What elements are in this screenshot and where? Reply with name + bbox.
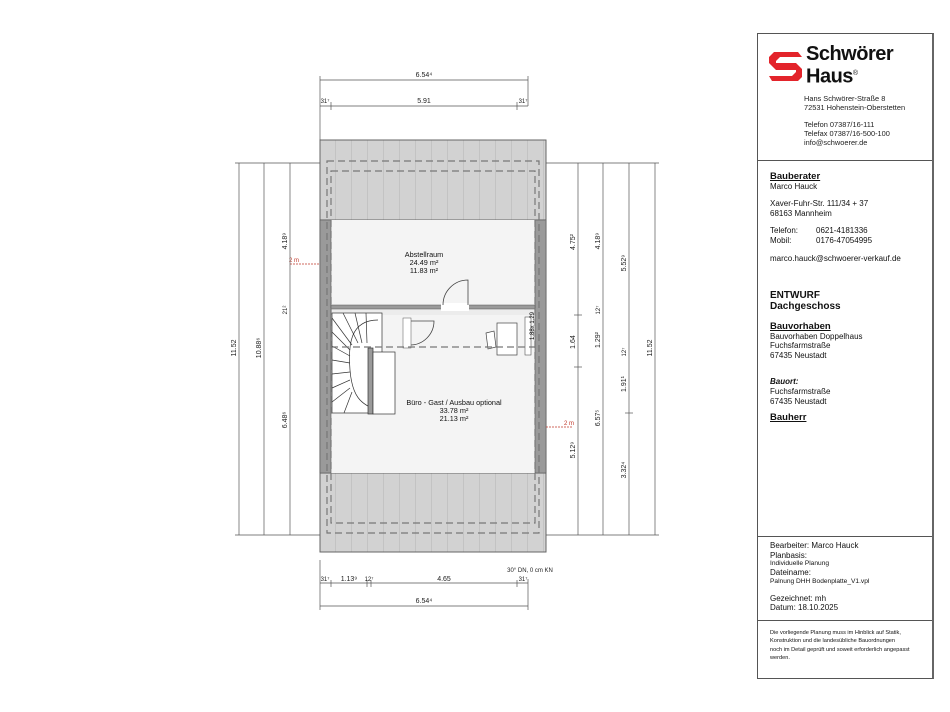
chair xyxy=(486,331,496,349)
svg-text:1.29²: 1.29² xyxy=(595,332,602,348)
svg-text:1.64: 1.64 xyxy=(570,335,577,349)
svg-text:12⁷: 12⁷ xyxy=(364,577,374,583)
schwoerer-logo-icon xyxy=(766,48,806,84)
svg-text:11.52: 11.52 xyxy=(647,339,654,357)
room-name-buero: Büro - Gast / Ausbau optional xyxy=(406,398,502,407)
svg-text:5.52⁹: 5.52⁹ xyxy=(621,254,628,272)
svg-text:31⁷: 31⁷ xyxy=(320,577,330,583)
company-address: Hans Schwörer-Straße 8 72531 Hohenstein-Oberstetten Telefon 07387/16-111 Telefax 07387/16-500-100 info@schwoerer.de xyxy=(804,94,906,147)
svg-text:24.49 m²: 24.49 m² xyxy=(409,258,439,267)
svg-text:6.48⁶: 6.48⁶ xyxy=(282,411,289,429)
svg-text:33.78 m²: 33.78 m² xyxy=(439,406,469,415)
svg-text:1.13⁹: 1.13⁹ xyxy=(340,576,358,583)
svg-text:5.12⁹: 5.12⁹ xyxy=(570,441,577,459)
project-block: Bauvorhaben Bauvorhaben Doppelhaus Fuchsfarmstraße 67435 Neustadt Bauort: Fuchsfarmstraße 67435 Neustadt Bauherr xyxy=(770,321,863,424)
svg-text:12⁷: 12⁷ xyxy=(622,347,628,357)
roof-top xyxy=(320,140,546,220)
svg-text:21²: 21² xyxy=(283,305,289,315)
svg-text:6.54⁴: 6.54⁴ xyxy=(415,72,433,79)
door-opening xyxy=(441,303,469,311)
svg-text:4.18⁹: 4.18⁹ xyxy=(282,232,289,250)
room-name-abstellraum: Abstellraum xyxy=(404,250,444,259)
svg-text:10.88⁶: 10.88⁶ xyxy=(256,337,263,359)
svg-text:4.18⁹: 4.18⁹ xyxy=(595,232,602,250)
svg-text:2 m: 2 m xyxy=(289,258,300,264)
svg-text:11.83 m²: 11.83 m² xyxy=(409,266,439,275)
svg-text:6.57⁵: 6.57⁵ xyxy=(595,409,602,427)
svg-text:31⁷: 31⁷ xyxy=(320,99,330,105)
roof-bottom xyxy=(320,473,546,552)
svg-text:12⁷: 12⁷ xyxy=(596,305,602,315)
svg-text:1.88x 1.29: 1.88x 1.29 xyxy=(530,311,536,340)
advisor-email: marco.hauck@schwoerer-verkauf.de xyxy=(770,253,901,263)
svg-text:3.32⁴: 3.32⁴ xyxy=(621,461,628,479)
svg-text:5.91: 5.91 xyxy=(417,98,431,105)
title-block: Schwörer Haus® Hans Schwörer-Straße 8 72531 Hohenstein-Oberstetten Telefon 07387/16-111 Telefax 07387/16-500-100 info@schwoerer.de Bauberater Marco Hauck Xaver-Fuhr-Str. 111/34 + 37 68163 Mannheim Telefon: 0621-4181336 Mobil: 0176-47054995 marco.hauck@schwoerer-verkauf.de ENTWURF Dachgeschoss Bauvorhaben Bauvorhaben Doppelhaus Fuchsfarmstraße 67435 Neustadt Bauort: Fuchsfarmstraße 67435 Neustadt Bauherr Bearbeiter: Marco Hauck Planbasis: Individuelle Planung Dateiname: Palnung DHH Bodenplatte_V1.vpl Gezeichnet: mh Datum: 18.10.2025 Die vorliegende Planung muss im Hinblick auf Statik, Konstruktion und die landesübliche Bauordnungen noch im Detail geprüft und soweit erforderlich angepasst werden. xyxy=(757,33,934,679)
svg-text:21.13 m²: 21.13 m² xyxy=(439,414,469,423)
advisor-block: Bauberater Marco Hauck Xaver-Fuhr-Str. 111/34 + 37 68163 Mannheim Telefon: 0621-4181336 Mobil: 0176-47054995 marco.hauck@schwoerer-verkauf.de xyxy=(770,171,901,263)
meta-block: Bearbeiter: Marco Hauck Planbasis: Individuelle Planung Dateiname: Palnung DHH Bodenplatte_V1.vpl Gezeichnet: mh Datum: 18.10.2025 xyxy=(770,541,870,613)
svg-text:1.91¹: 1.91¹ xyxy=(621,376,628,392)
plan-title: ENTWURF Dachgeschoss xyxy=(770,290,841,312)
svg-text:30° DN, 0 cm KN: 30° DN, 0 cm KN xyxy=(507,568,553,574)
svg-text:11.52: 11.52 xyxy=(231,339,238,357)
desk xyxy=(497,323,517,355)
disclaimer: Die vorliegende Planung muss im Hinblick auf Statik, Konstruktion und die landesübliche Bauordnungen noch im Detail geprüft und soweit erforderlich angepasst werden. xyxy=(770,630,910,662)
svg-text:31⁷: 31⁷ xyxy=(518,99,528,105)
wall-mid xyxy=(331,305,535,309)
svg-text:2 m: 2 m xyxy=(564,421,575,427)
svg-text:6.54⁴: 6.54⁴ xyxy=(415,598,433,605)
company-name: Schwörer xyxy=(806,43,894,65)
wall-right xyxy=(535,220,546,473)
svg-text:4.75²: 4.75² xyxy=(570,234,577,250)
svg-text:4.65: 4.65 xyxy=(437,576,451,583)
svg-text:31⁷: 31⁷ xyxy=(518,577,528,583)
wall-left xyxy=(320,220,331,473)
